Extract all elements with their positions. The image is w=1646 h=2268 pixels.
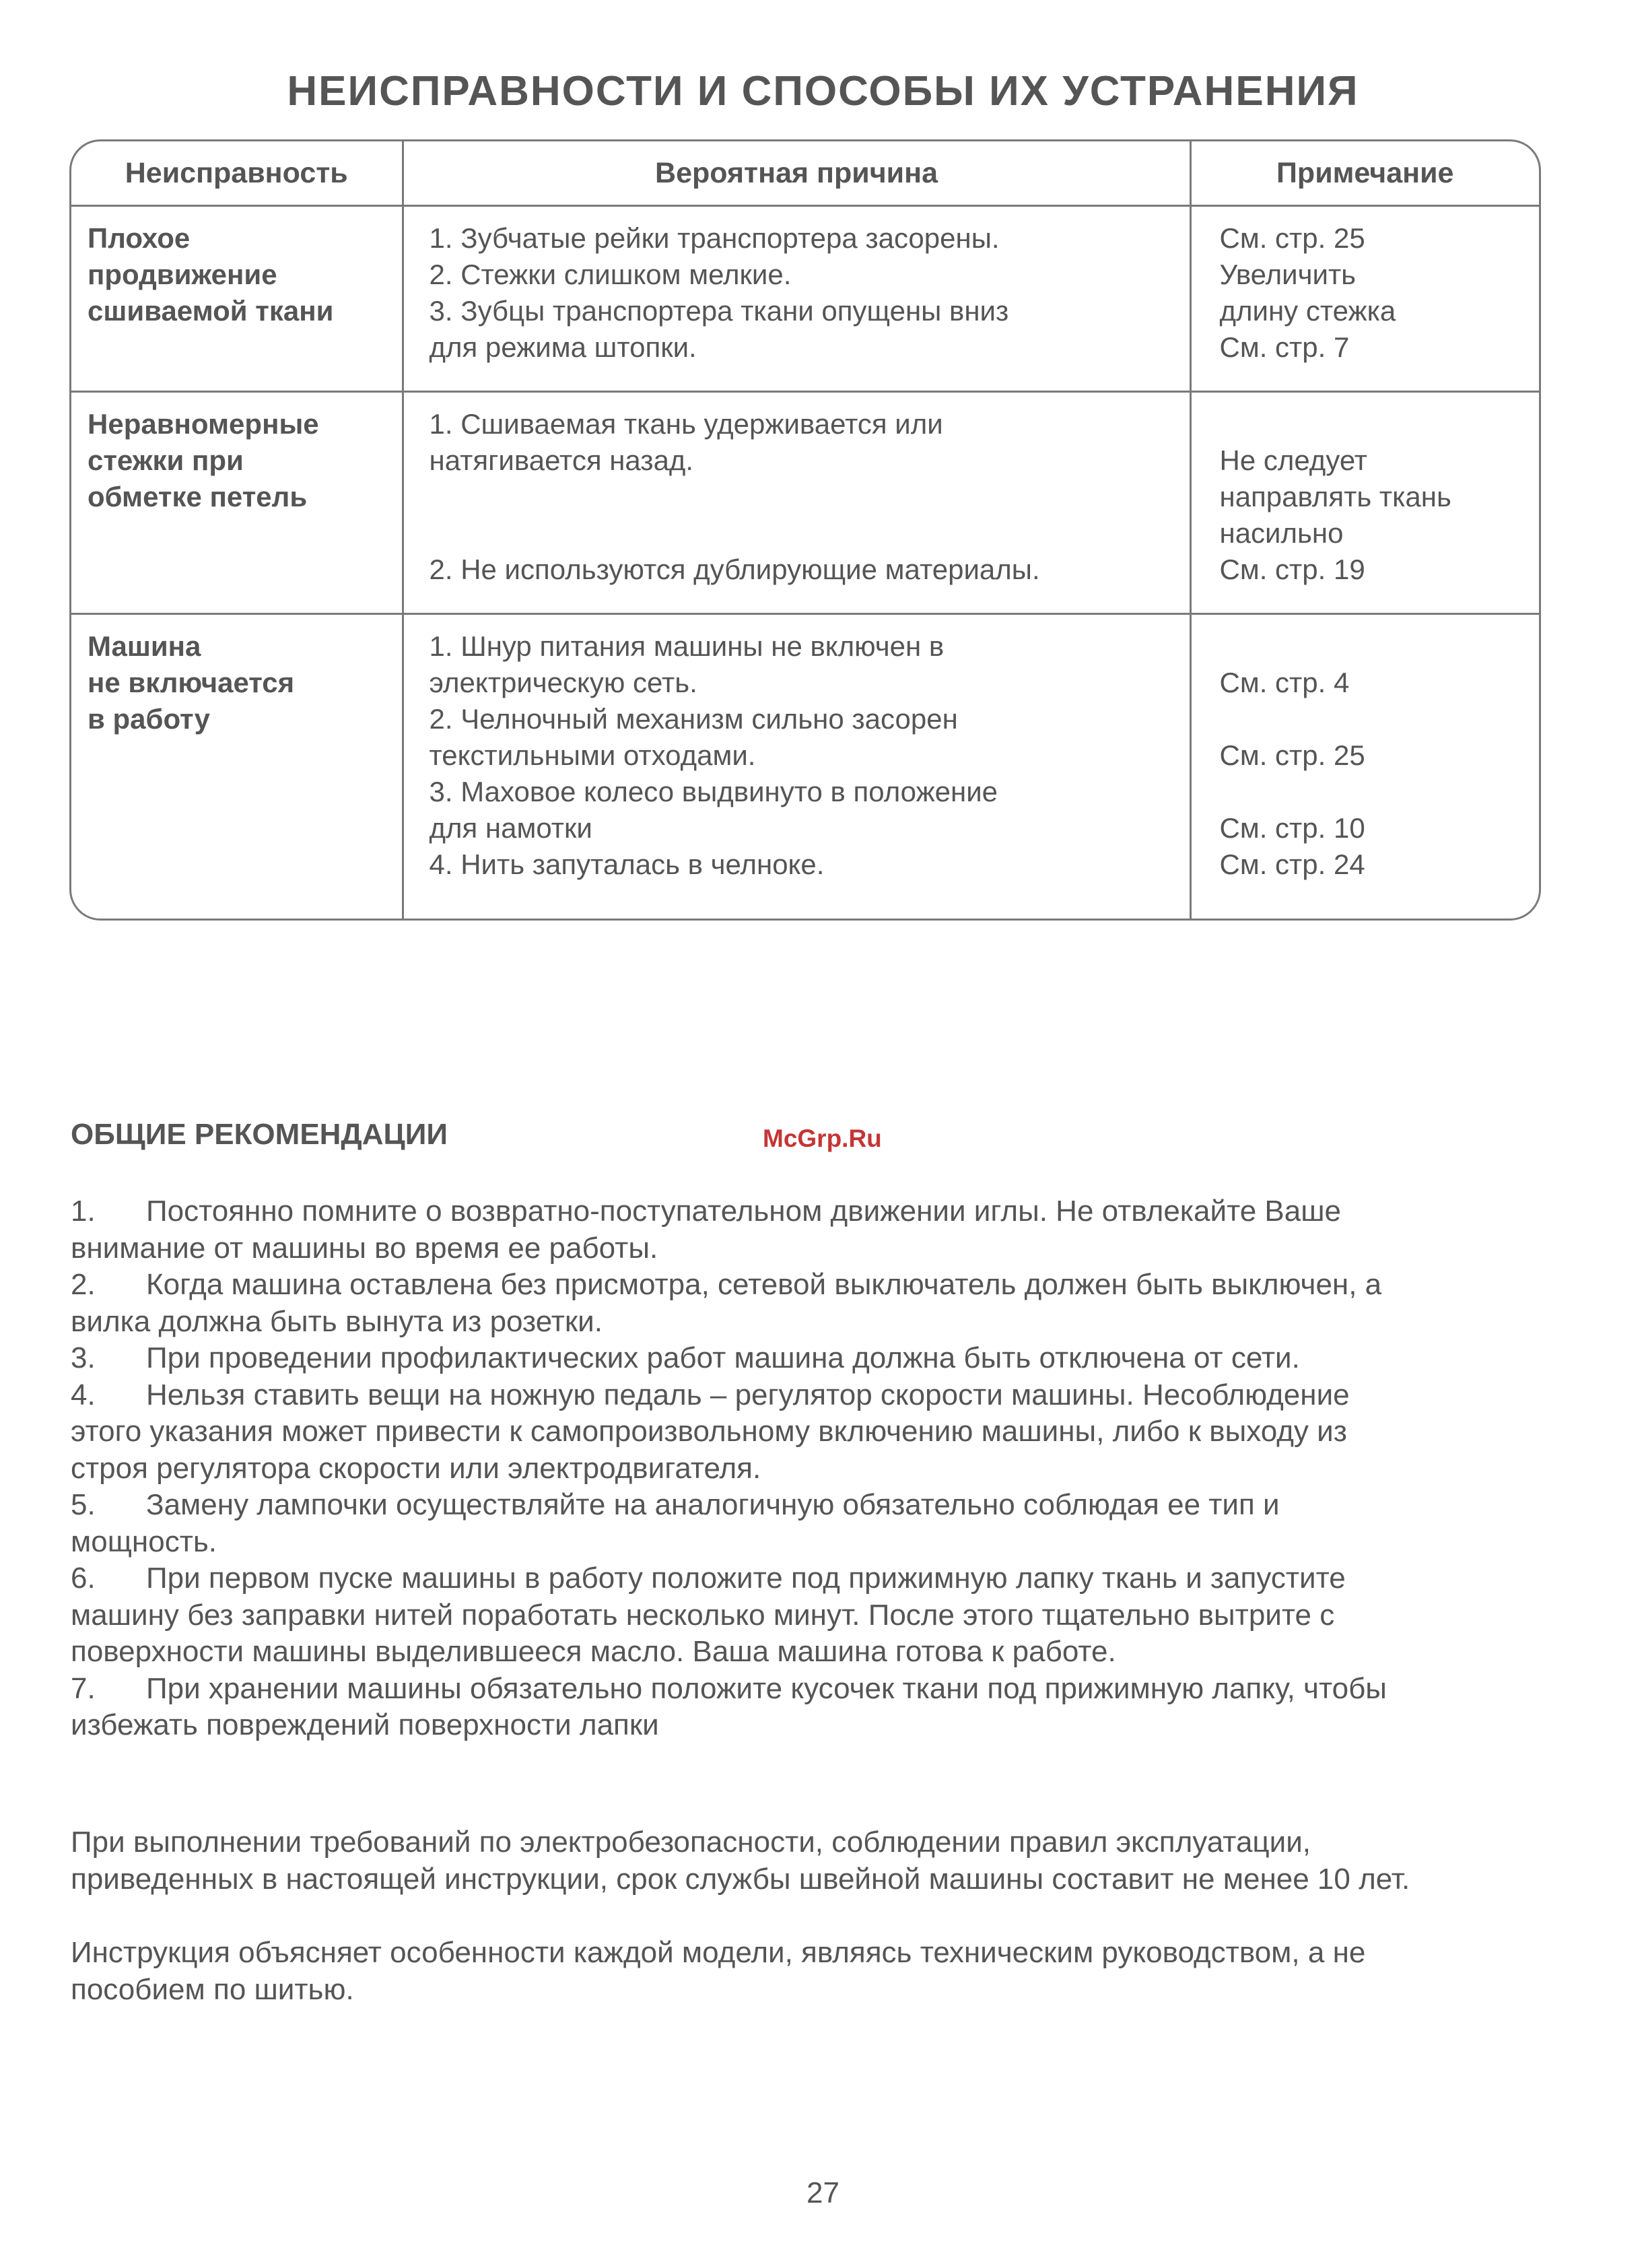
- note-text: См. стр. 7: [1219, 331, 1350, 363]
- cause-cell: [403, 206, 1190, 392]
- spacer: [1220, 774, 1533, 810]
- cause-text: электрическую сеть.: [429, 667, 697, 698]
- note-text: См. стр. 10: [1219, 812, 1365, 844]
- note-text: Увеличить: [1219, 259, 1357, 290]
- cause-text: 1. Шнур питания машины не включен в: [429, 630, 945, 662]
- paragraph-text: При выполнении требований по электробезопасности, соблюдении правил эксплуатации,: [71, 1826, 1311, 1859]
- note-text: направлять ткань: [1219, 481, 1451, 512]
- fault-text: Машина: [88, 630, 201, 662]
- note-text: длину стежка: [1219, 295, 1396, 327]
- item-text: этого указания может привести к самопроизвольному включению машины, либо к выходу из: [71, 1415, 1347, 1448]
- column-header-fault: Неисправность: [71, 141, 403, 206]
- fault-text: стежки при: [88, 444, 244, 476]
- item-text: Нельзя ставить вещи на ножную педаль – регулятор скорости машины. Несоблюдение: [146, 1378, 1350, 1411]
- troubleshooting-table: [69, 139, 1541, 921]
- spacer: [1220, 628, 1533, 665]
- fault-text: не включается: [88, 667, 295, 698]
- note-cell: [1190, 206, 1539, 392]
- cause-text: 1. Зубчатые рейки транспортера засорены.: [429, 222, 1000, 254]
- note-text: См. стр. 4: [1219, 667, 1350, 698]
- item-text: поверхности машины выделившееся масло. Ваша машина готова к работе.: [71, 1635, 1116, 1668]
- spacer: [1220, 406, 1533, 442]
- cause-text: для режима штопки.: [429, 331, 697, 363]
- list-item: [71, 1487, 1565, 1560]
- note-text: Не следует: [1219, 444, 1368, 476]
- item-text: При первом пуске машины в работу положите под прижимную лапку ткань и запустите: [146, 1562, 1346, 1595]
- note-text: См. стр. 25: [1219, 739, 1365, 771]
- paragraph-text: приведенных в настоящей инструкции, срок службы швейной машины составит не менее 10 лет.: [71, 1862, 1410, 1896]
- paragraph-text: пособием по шитью.: [71, 1972, 354, 2006]
- purpose-paragraph: [71, 1935, 1579, 2008]
- item-text: Замену лампочки осуществляйте на аналогичную обязательно соблюдая ее тип и: [146, 1488, 1280, 1521]
- item-number: 6.: [71, 1562, 96, 1595]
- note-text: См. стр. 24: [1219, 848, 1365, 880]
- page-number: 27: [807, 2176, 839, 2209]
- fault-cell: [71, 392, 403, 614]
- cause-text: 2. Стежки слишком мелкие.: [429, 259, 792, 290]
- item-number: 3.: [71, 1341, 96, 1374]
- column-header-cause: Вероятная причина: [403, 141, 1190, 206]
- fault-text: Плохое: [88, 222, 191, 254]
- table-header-row: [71, 141, 1539, 206]
- paragraph-text: Инструкция объясняет особенности каждой модели, являясь техническим руководством, а не: [71, 1936, 1366, 1969]
- cause-cell: [403, 392, 1190, 614]
- item-number: 2.: [71, 1268, 96, 1301]
- fault-text: в работу: [88, 703, 211, 735]
- item-text: При проведении профилактических работ машина должна быть отключена от сети.: [146, 1341, 1300, 1374]
- cause-text: 3. Зубцы транспортера ткани опущены вниз: [429, 295, 1009, 327]
- item-text: внимание от машины во время ее работы.: [71, 1231, 658, 1265]
- item-number: 7.: [71, 1671, 96, 1705]
- note-text: насильно: [1219, 517, 1344, 549]
- table-row: [71, 614, 1539, 921]
- cause-text: 3. Маховое колесо выдвинуто в положение: [429, 776, 998, 807]
- cause-text: текстильными отходами.: [429, 739, 756, 771]
- list-item: [71, 1671, 1565, 1744]
- recommendations-list: [71, 1193, 1565, 1744]
- cause-text: 1. Сшиваемая ткань удерживается или: [429, 408, 943, 440]
- item-text: Постоянно помните о возвратно-поступательном движении иглы. Не отвлекайте Ваше: [146, 1195, 1342, 1228]
- fault-cell: [71, 614, 403, 921]
- list-item: [71, 1560, 1565, 1671]
- fault-text: обметке петель: [88, 481, 308, 512]
- item-text: мощность.: [71, 1525, 217, 1558]
- table-row: [71, 392, 1539, 614]
- list-item: [71, 1267, 1565, 1340]
- column-header-note: Примечание: [1190, 141, 1539, 206]
- item-text: избежать повреждений поверхности лапки: [71, 1708, 659, 1741]
- item-text: При хранении машины обязательно положите кусочек ткани под прижимную лапку, чтобы: [146, 1671, 1387, 1705]
- item-text: машину без заправки нитей поработать несколько минут. После этого тщательно вытрите с: [71, 1598, 1335, 1632]
- item-number: 5.: [71, 1488, 96, 1521]
- fault-text: сшиваемой ткани: [88, 295, 334, 327]
- item-number: 4.: [71, 1378, 96, 1411]
- cause-text: 4. Нить запуталась в челноке.: [429, 848, 825, 880]
- note-cell: [1190, 614, 1539, 921]
- item-text: вилка должна быть вынута из розетки.: [71, 1304, 603, 1338]
- recommendations-heading: ОБЩИЕ РЕКОМЕНДАЦИИ: [71, 1118, 448, 1151]
- cause-text: 2. Не используются дублирующие материалы.: [429, 554, 1040, 585]
- cause-text: 2. Челночный механизм сильно засорен: [429, 703, 958, 735]
- cause-text: натягивается назад.: [429, 444, 694, 476]
- list-item: [71, 1340, 1565, 1377]
- spacer: [430, 479, 1183, 515]
- watermark-link[interactable]: McGrp.Ru: [763, 1125, 882, 1152]
- fault-text: продвижение: [88, 259, 277, 290]
- table-row: [71, 206, 1539, 392]
- list-item: [71, 1193, 1565, 1267]
- cause-text: для намотки: [429, 812, 592, 844]
- fault-text: Неравномерные: [88, 408, 319, 440]
- page-title: НЕИСПРАВНОСТИ И СПОСОБЫ ИХ УСТРАНЕНИЯ: [287, 68, 1359, 114]
- list-item: [71, 1377, 1565, 1488]
- spacer: [1220, 701, 1533, 737]
- fault-cell: [71, 206, 403, 392]
- note-cell: [1190, 392, 1539, 614]
- service-life-paragraph: [71, 1824, 1579, 1898]
- item-text: строя регулятора скорости или электродвигателя.: [71, 1451, 761, 1485]
- item-text: Когда машина оставлена без присмотра, сетевой выключатель должен быть выключен, а: [146, 1268, 1382, 1301]
- note-text: См. стр. 19: [1219, 554, 1365, 585]
- item-number: 1.: [71, 1195, 96, 1228]
- cause-cell: [403, 614, 1190, 921]
- spacer: [430, 515, 1183, 552]
- note-text: См. стр. 25: [1219, 222, 1365, 254]
